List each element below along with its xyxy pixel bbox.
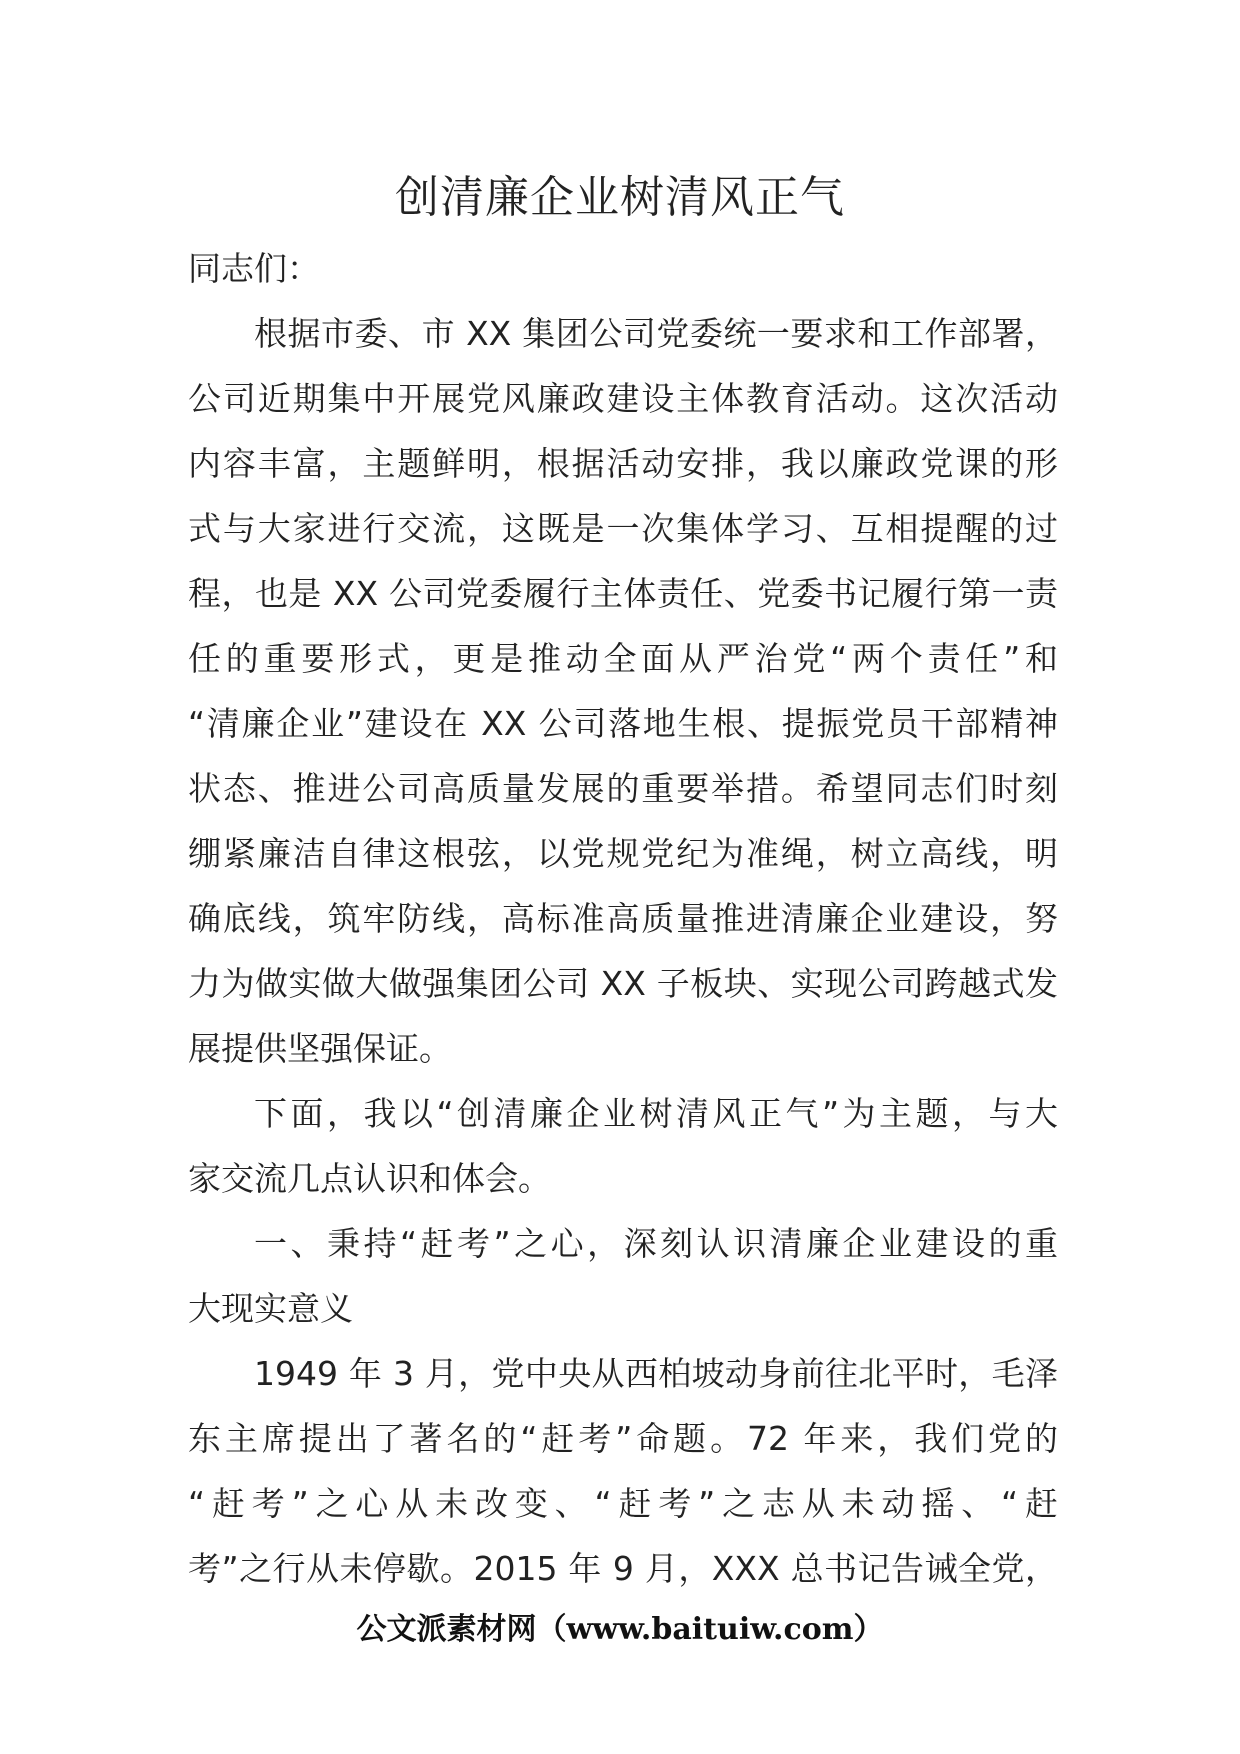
text-line: 家交流几点认识和体会。: [188, 1159, 551, 1198]
footer-watermark: 公文派素材网（www.baituiw.com）: [356, 1612, 884, 1647]
text-line: 根据市委、市 XX 集团公司党委统一要求和工作部署，: [254, 314, 1058, 353]
text-line: 确底线，筑牢防线，高标准高质量推进清廉企业建设，努: [188, 899, 1058, 938]
text-line: “赶考”之心从未改变、“赶考”之志从未动摇、“赶: [188, 1484, 1058, 1523]
text-line: 内容丰富，主题鲜明，根据活动安排，我以廉政党课的形: [188, 444, 1058, 483]
document-body: [188, 236, 1058, 1601]
text-line: 状态、推进公司高质量发展的重要举措。希望同志们时刻: [188, 769, 1058, 808]
text-line: 公司近期集中开展党风廉政建设主体教育活动。这次活动: [188, 379, 1058, 418]
text-line: 大现实意义: [188, 1289, 353, 1328]
text-line: 任的重要形式，更是推动全面从严治党“两个责任”和: [188, 639, 1058, 678]
text-line: 程，也是 XX 公司党委履行主体责任、党委书记履行第一责: [188, 574, 1058, 613]
text-line: 式与大家进行交流，这既是一次集体学习、互相提醒的过: [188, 509, 1058, 548]
paragraph-lines: [188, 301, 1058, 1601]
text-line: 展提供坚强保证。: [188, 1029, 452, 1068]
text-line: 考”之行从未停歇。2015 年 9 月，XXX 总书记告诫全党，: [188, 1549, 1058, 1588]
text-line: 东主席提出了著名的“赶考”命题。72 年来，我们党的: [188, 1419, 1058, 1458]
text-line: “清廉企业”建设在 XX 公司落地生根、提振党员干部精神: [188, 704, 1058, 743]
document-title: 创清廉企业树清风正气: [395, 172, 845, 223]
text-line: 力为做实做大做强集团公司 XX 子板块、实现公司跨越式发: [188, 964, 1058, 1003]
text-line: 1949 年 3 月，党中央从西柏坡动身前往北平时，毛泽: [254, 1354, 1058, 1393]
salutation: 同志们：: [188, 249, 320, 288]
text-line: 下面，我以“创清廉企业树清风正气”为主题，与大: [254, 1094, 1058, 1133]
text-line: 一、秉持“赶考”之心，深刻认识清廉企业建设的重: [254, 1224, 1058, 1263]
text-line: 绷紧廉洁自律这根弦，以党规党纪为准绳，树立高线，明: [188, 834, 1058, 873]
